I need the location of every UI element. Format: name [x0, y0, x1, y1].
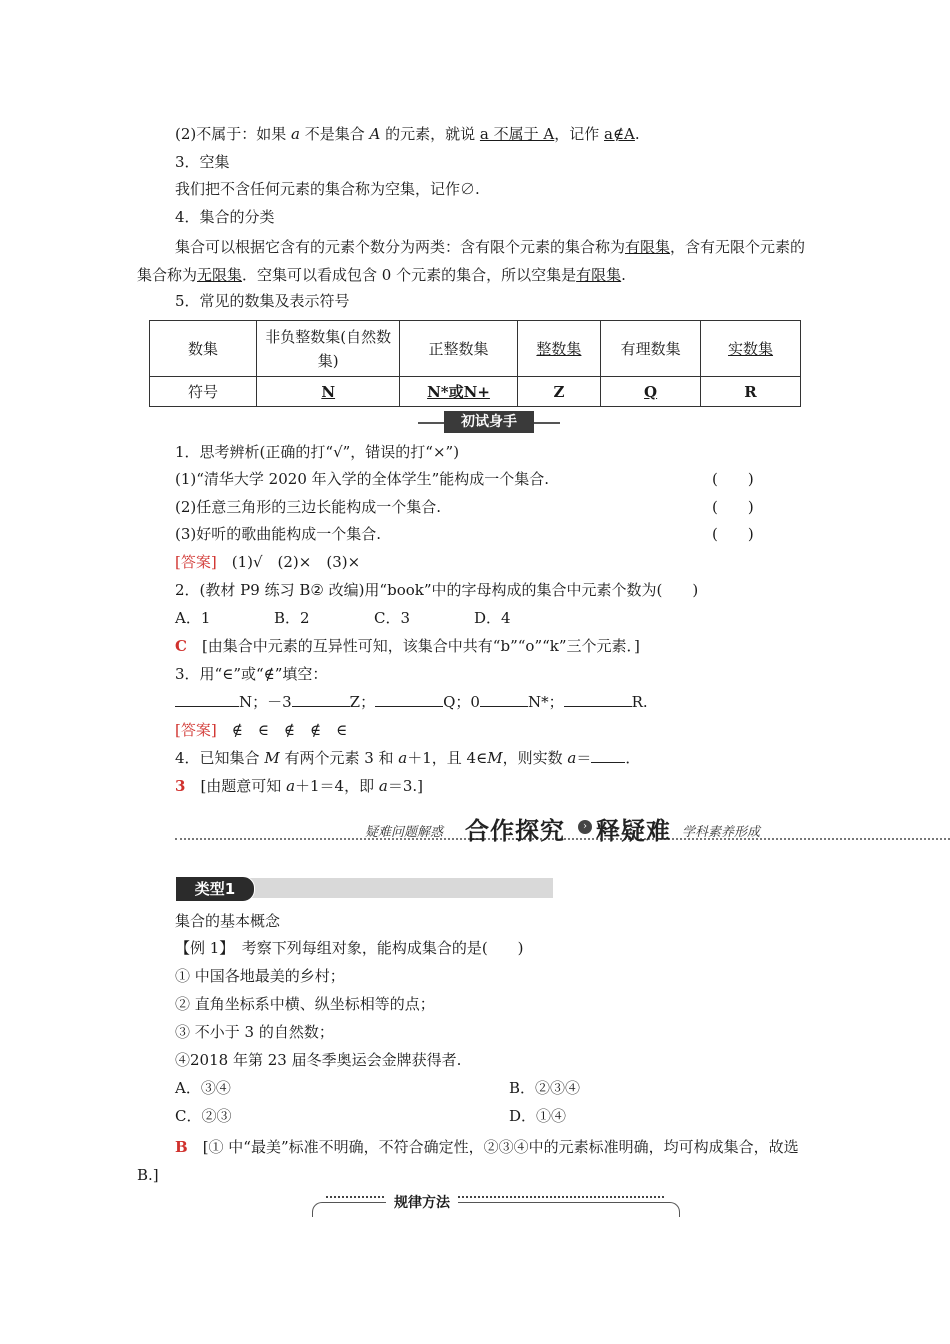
ex1-title: 【例 1】 考察下列每组对象，能构成集合的是( ) — [175, 939, 524, 957]
ex1-option: D．①④ — [509, 1107, 567, 1125]
fill-blank[interactable] — [292, 692, 350, 707]
fill-blank[interactable] — [564, 692, 632, 707]
section-left-label: 疑难问题解惑 — [365, 825, 444, 840]
section-title-main: 合作探究 — [465, 817, 565, 845]
method-badge: 规律方法 — [386, 1192, 458, 1212]
ex1-answer: B [① 中“最美”标准不明确，不符合确定性，②③④中的元素标准明确，均可构成集合，故选 B.] — [137, 1138, 799, 1184]
q1-item: (1)“清华大学 2020 年入学的全体学生”能构成一个集合. — [175, 470, 550, 488]
ex1-option: A．③④ — [175, 1079, 231, 1097]
fill-blank[interactable] — [591, 748, 625, 763]
q1-title: 1．思考辨析(正确的打“√”，错误的打“×”) — [175, 443, 460, 461]
fill-blank[interactable] — [480, 692, 528, 707]
q2-option: B．2 — [274, 609, 310, 627]
underlined-answer: a 不属于 A — [479, 125, 555, 143]
type-badge: 类型1 — [175, 876, 255, 902]
para-empty-set: 我们把不含任何元素的集合称为空集，记作∅. — [175, 180, 480, 198]
q3-answer: [答案] ∉ ∈ ∉ ∉ ∈ — [175, 721, 348, 739]
q3-title: 3．用“∈”或“∉”填空： — [175, 665, 328, 683]
q1-item: (3)好听的歌曲能构成一个集合. — [175, 525, 382, 543]
answer-paren: ( ) — [712, 498, 754, 516]
ex1-item: ② 直角坐标系中横、纵坐标相等的点； — [175, 995, 435, 1013]
ex1-option: B．②③④ — [509, 1079, 581, 1097]
section-right-label: 学科素养形成 — [682, 825, 761, 840]
para-classification: 集合可以根据它含有的元素个数分为两类：含有限个元素的集合称为有限集，含有无限个元素的集合称为无限集．空集可以看成包含 0 个元素的集合，所以空集是有限集. — [137, 238, 806, 284]
q2-option: A．1 — [175, 609, 211, 627]
method-dots — [326, 1196, 664, 1198]
underlined-answer: a∉A — [604, 125, 635, 143]
q2-option: C．3 — [374, 609, 411, 627]
q2-title: 2．(教材 P9 练习 B② 改编)用“book”中的字母构成的集合中元素个数为( ) — [175, 581, 699, 599]
q4-title: 4．已知集合 M 有两个元素 3 和 a＋1，且 4∈M，则实数 a＝ ． — [175, 749, 641, 767]
ex1-item: ③ 不小于 3 的自然数； — [175, 1023, 334, 1041]
table-row: 符号 N N*或N+ Z Q R — [150, 377, 801, 407]
para-not-belong: (2)不属于：如果 a 不是集合 A 的元素，就说 a 不属于 A，记作 a∉A. — [175, 125, 640, 143]
answer-paren: ( ) — [712, 525, 754, 543]
q1-item: (2)任意三角形的三边长能构成一个集合. — [175, 498, 442, 516]
fill-blank[interactable] — [375, 692, 443, 707]
answer-paren: ( ) — [712, 470, 754, 488]
table-row: 数集 非负整数集(自然数集) 正整数集 整数集 有理数集 实数集 — [150, 321, 801, 377]
heading-empty-set: 3．空集 — [175, 153, 230, 171]
heading-number-sets: 5．常见的数集及表示符号 — [175, 292, 350, 310]
trial-badge: 初试身手 — [444, 411, 534, 433]
number-set-table — [149, 320, 801, 407]
ex1-option: C．②③ — [175, 1107, 232, 1125]
chevron-right-icon: › — [578, 820, 592, 834]
heading-classification: 4．集合的分类 — [175, 208, 275, 226]
type-title: 集合的基本概念 — [175, 912, 281, 930]
q3-blanks: N；－3 Z； Q；0 N*； R. — [175, 691, 648, 713]
q2-option: D．4 — [474, 609, 511, 627]
q4-answer: 3 [由题意可知 a＋1＝4，即 a＝3.] — [175, 777, 423, 795]
method-frame — [312, 1202, 680, 1217]
fill-blank[interactable] — [175, 692, 239, 707]
q1-answer: [答案] (1)√ (2)× (3)× — [175, 553, 361, 571]
q2-answer: C [由集合中元素的互异性可知，该集合中共有“b”“o”“k”三个元素．] — [175, 637, 640, 655]
ex1-item: ① 中国各地最美的乡村； — [175, 967, 345, 985]
ex1-item: ④2018 年第 23 届冬季奥运会金牌获得者. — [175, 1051, 462, 1069]
section-title-sub: 释疑难 — [596, 817, 671, 845]
